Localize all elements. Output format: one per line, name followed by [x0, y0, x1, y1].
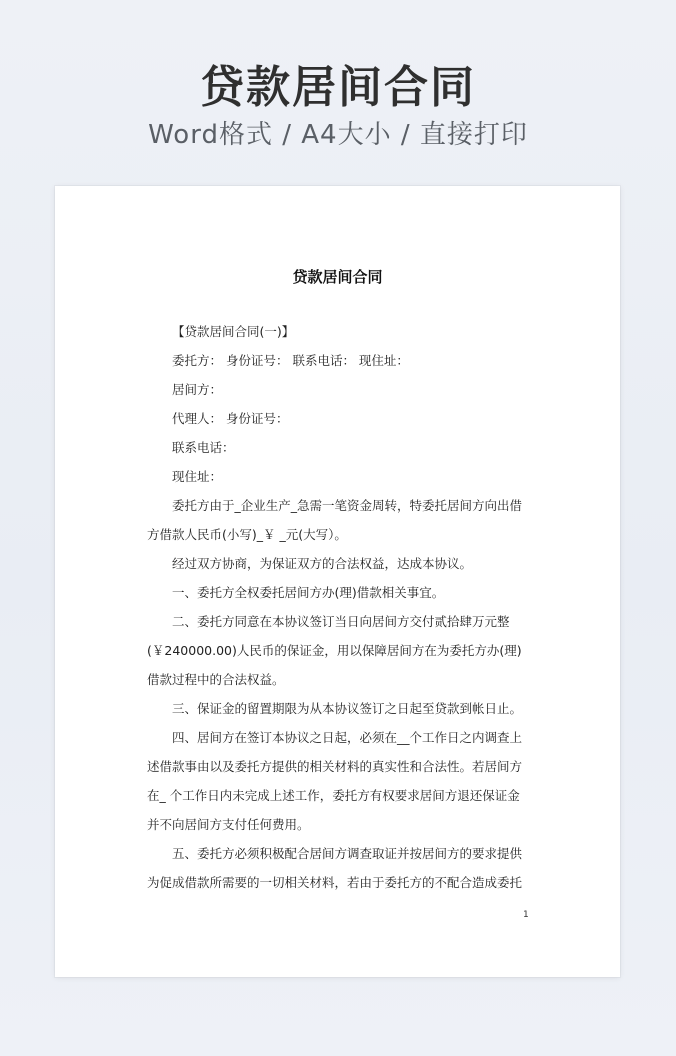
document-page [55, 186, 620, 977]
clause-4: 四、居间方在签订本协议之日起，必须在__个工作日之内调查上述借款事由以及委托方提供的相关材料的真实性和合法性。若居间方在_ 个工作日内未完成上述工作，委托方有权要求居间方退还保证金并不向居间方支付任何费用。 [147, 730, 523, 832]
section-title: 【贷款居间合同(一)】 [172, 324, 295, 339]
document-title: 贷款居间合同 [292, 268, 383, 286]
clause-5: 五、委托方必须积极配合居间方调查取证并按居间方的要求提供为促成借款所需要的一切相关材料，若由于委托方的不配合造成委托 [147, 846, 523, 890]
client-info-line: 委托方： 身份证号： 联系电话： 现住址： [172, 353, 409, 368]
agent-line: 代理人： 身份证号： [172, 411, 289, 426]
intro-paragraph: 委托方由于_企业生产_急需一笔资金周转，特委托居间方向出借方借款人民币(小写)_￥ _元(大写）。 [147, 498, 523, 542]
clause-1: 一、委托方全权委托居间方办(理)借款相关事宜。 [172, 585, 445, 600]
current-address-line: 现住址： [172, 469, 223, 484]
agreement-paragraph: 经过双方协商，为保证双方的合法权益，达成本协议。 [172, 556, 473, 571]
document-body [147, 317, 530, 897]
clause-2: 二、委托方同意在本协议签订当日向居间方交付贰拾肆万元整(￥240000.00)人民币的保证金，用以保障居间方在为委托方办(理)借款过程中的合法权益。 [147, 614, 522, 687]
clause-3: 三、保证金的留置期限为从本协议签订之日起至贷款到帐日止。 [172, 701, 523, 716]
intermediary-line: 居间方： [172, 382, 223, 397]
hero-title: 贷款居间合同 [200, 62, 476, 113]
page-number: 1 [523, 910, 529, 920]
hero-subtitle: Word格式 / A4大小 / 直接打印 [148, 120, 528, 150]
contact-phone-line: 联系电话： [172, 440, 235, 455]
